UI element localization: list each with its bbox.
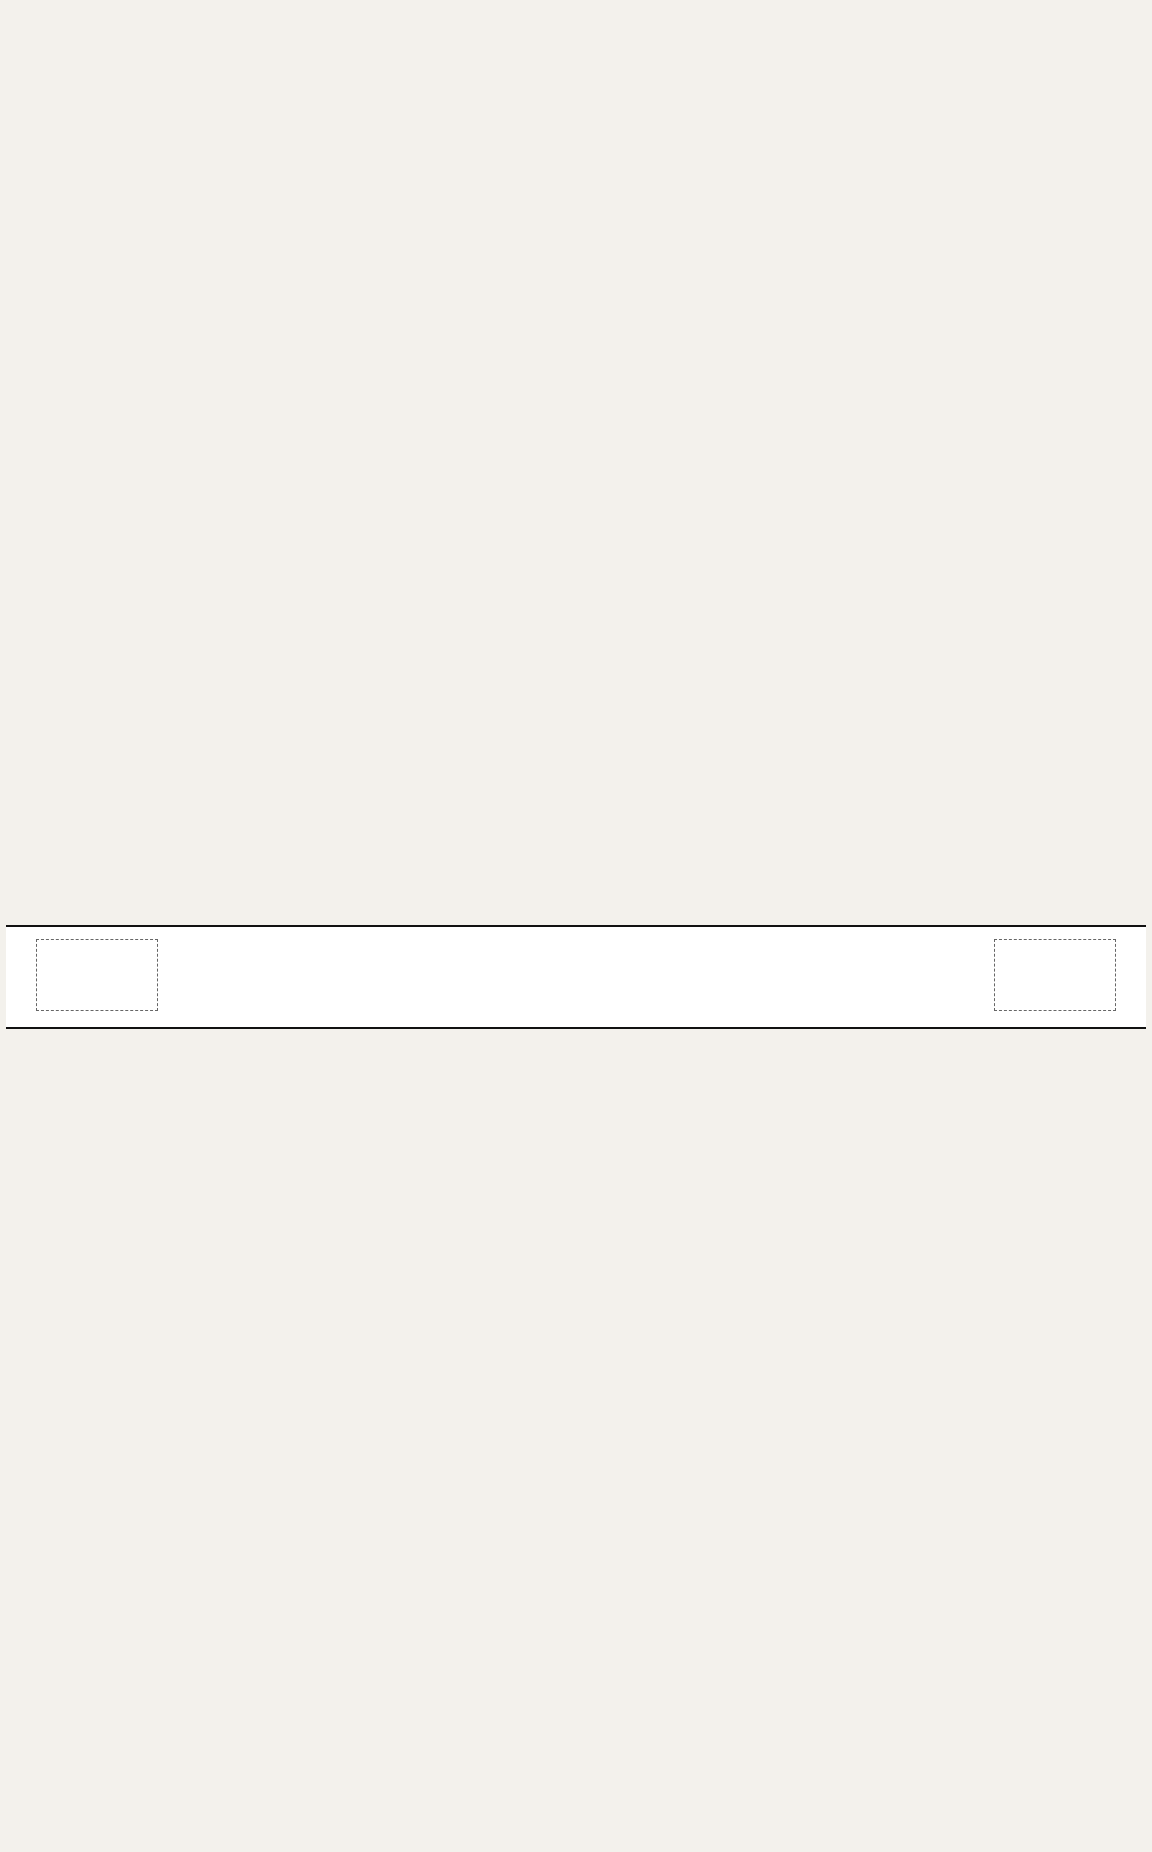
page-header (8, 8, 1144, 26)
hammer-illustration-icon (36, 939, 158, 1011)
classified-top-section (6, 28, 1146, 918)
home-service-guide-banner (6, 925, 1146, 1029)
service-guide-section (6, 1032, 1146, 1832)
painter-illustration-icon (994, 939, 1116, 1011)
